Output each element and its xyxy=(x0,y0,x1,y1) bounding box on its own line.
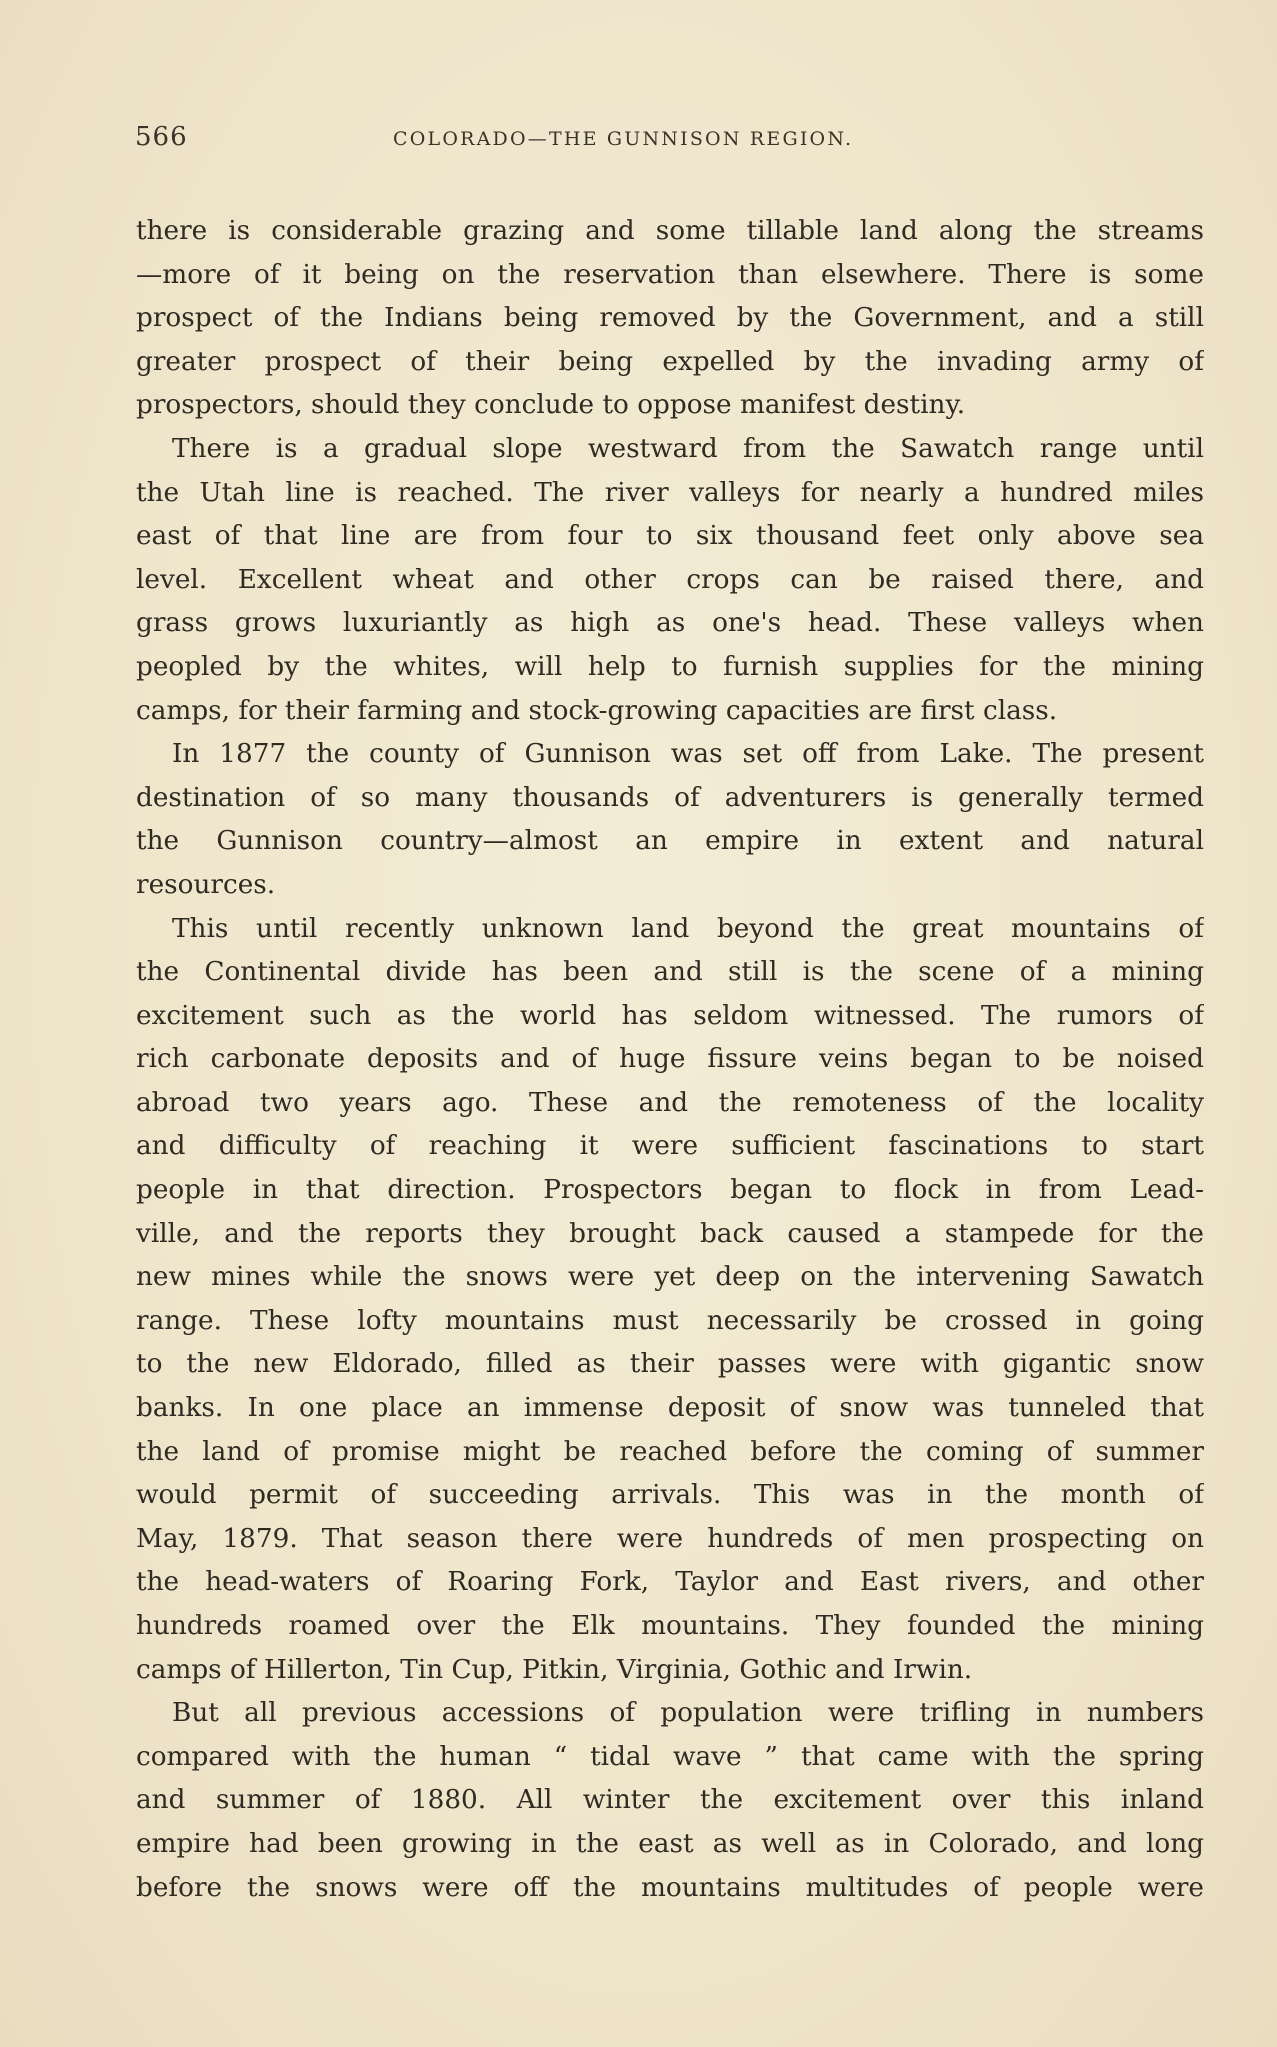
running-head: COLORADO—THE GUNNISON REGION. xyxy=(393,128,854,150)
text-line: excitement such as the world has seldom witnessed. The rumors of xyxy=(136,1000,1204,1031)
text-line: grass grows luxuriantly as high as one's head. These valleys when xyxy=(136,608,1204,639)
text-line: the head-waters of Roaring Fork, Taylor and East rivers, and other xyxy=(136,1567,1204,1598)
text-line: people in that direction. Prospectors began to flock in from Lead- xyxy=(136,1175,1204,1206)
text-line: peopled by the whites, will help to furnish supplies for the mining xyxy=(136,651,1204,682)
text-line: range. These lofty mountains must necessarily be crossed in going xyxy=(136,1305,1204,1336)
text-line: —more of it being on the reservation than elsewhere. There is some xyxy=(136,259,1204,290)
text-line: there is considerable grazing and some tillable land along the streams xyxy=(136,216,1204,246)
text-line: to the new Eldorado, filled as their passes were with gigantic snow xyxy=(136,1349,1204,1380)
text-line: camps, for their farming and stock-growing capacities are first class. xyxy=(136,695,1058,726)
text-line: prospect of the Indians being removed by the Government, and a still xyxy=(136,303,1204,334)
text-line: rich carbonate deposits and of huge fissure veins began to be noised xyxy=(136,1044,1204,1075)
text-line: camps of Hillerton, Tin Cup, Pitkin, Virginia, Gothic and Irwin. xyxy=(136,1654,973,1685)
text-line: resources. xyxy=(136,869,276,900)
text-line: In 1877 the county of Gunnison was set off from Lake. The present xyxy=(172,739,1204,770)
text-line: level. Excellent wheat and other crops can be raised there, and xyxy=(136,564,1204,595)
text-line: empire had been growing in the east as well as in Colorado, and long xyxy=(136,1828,1204,1859)
text-line: abroad two years ago. These and the remoteness of the locality xyxy=(136,1087,1204,1118)
text-line: and difficulty of reaching it were sufficient fascinations to start xyxy=(136,1131,1204,1162)
text-line: the Utah line is reached. The river valleys for nearly a hundred miles xyxy=(136,477,1204,508)
text-line: before the snows were off the mountains multitudes of people were xyxy=(136,1872,1204,1903)
text-line: destination of so many thousands of adventurers is generally termed xyxy=(136,782,1204,813)
text-line: ville, and the reports they brought back caused a stampede for the xyxy=(136,1218,1204,1249)
text-line: the Continental divide has been and still is the scene of a mining xyxy=(136,957,1204,988)
body-text xyxy=(136,210,1204,1910)
page-header xyxy=(135,122,1205,162)
text-line: the Gunnison country—almost an empire in extent and natural xyxy=(136,826,1204,857)
text-line: prospectors, should they conclude to oppose manifest destiny. xyxy=(136,390,966,421)
text-line: But all previous accessions of population were trifling in numbers xyxy=(172,1698,1204,1729)
text-line: would permit of succeeding arrivals. This was in the month of xyxy=(136,1480,1204,1511)
text-line: This until recently unknown land beyond the great mountains of xyxy=(172,913,1204,944)
text-line: and summer of 1880. All winter the excitement over this inland xyxy=(136,1785,1204,1816)
text-line: hundreds roamed over the Elk mountains. They founded the mining xyxy=(136,1611,1204,1641)
text-line: the land of promise might be reached before the coming of summer xyxy=(136,1436,1204,1467)
text-line: May, 1879. That season there were hundreds of men prospecting on xyxy=(136,1523,1204,1554)
text-line: banks. In one place an immense deposit of snow was tunneled that xyxy=(136,1393,1204,1424)
page-number: 566 xyxy=(135,122,188,152)
text-line: east of that line are from four to six thousand feet only above sea xyxy=(136,521,1204,552)
text-line: new mines while the snows were yet deep on the intervening Sawatch xyxy=(136,1262,1204,1293)
text-line: There is a gradual slope westward from the Sawatch range until xyxy=(172,433,1204,464)
text-line: compared with the human “ tidal wave ” that came with the spring xyxy=(136,1741,1204,1772)
text-line: greater prospect of their being expelled by the invading army of xyxy=(136,346,1204,377)
